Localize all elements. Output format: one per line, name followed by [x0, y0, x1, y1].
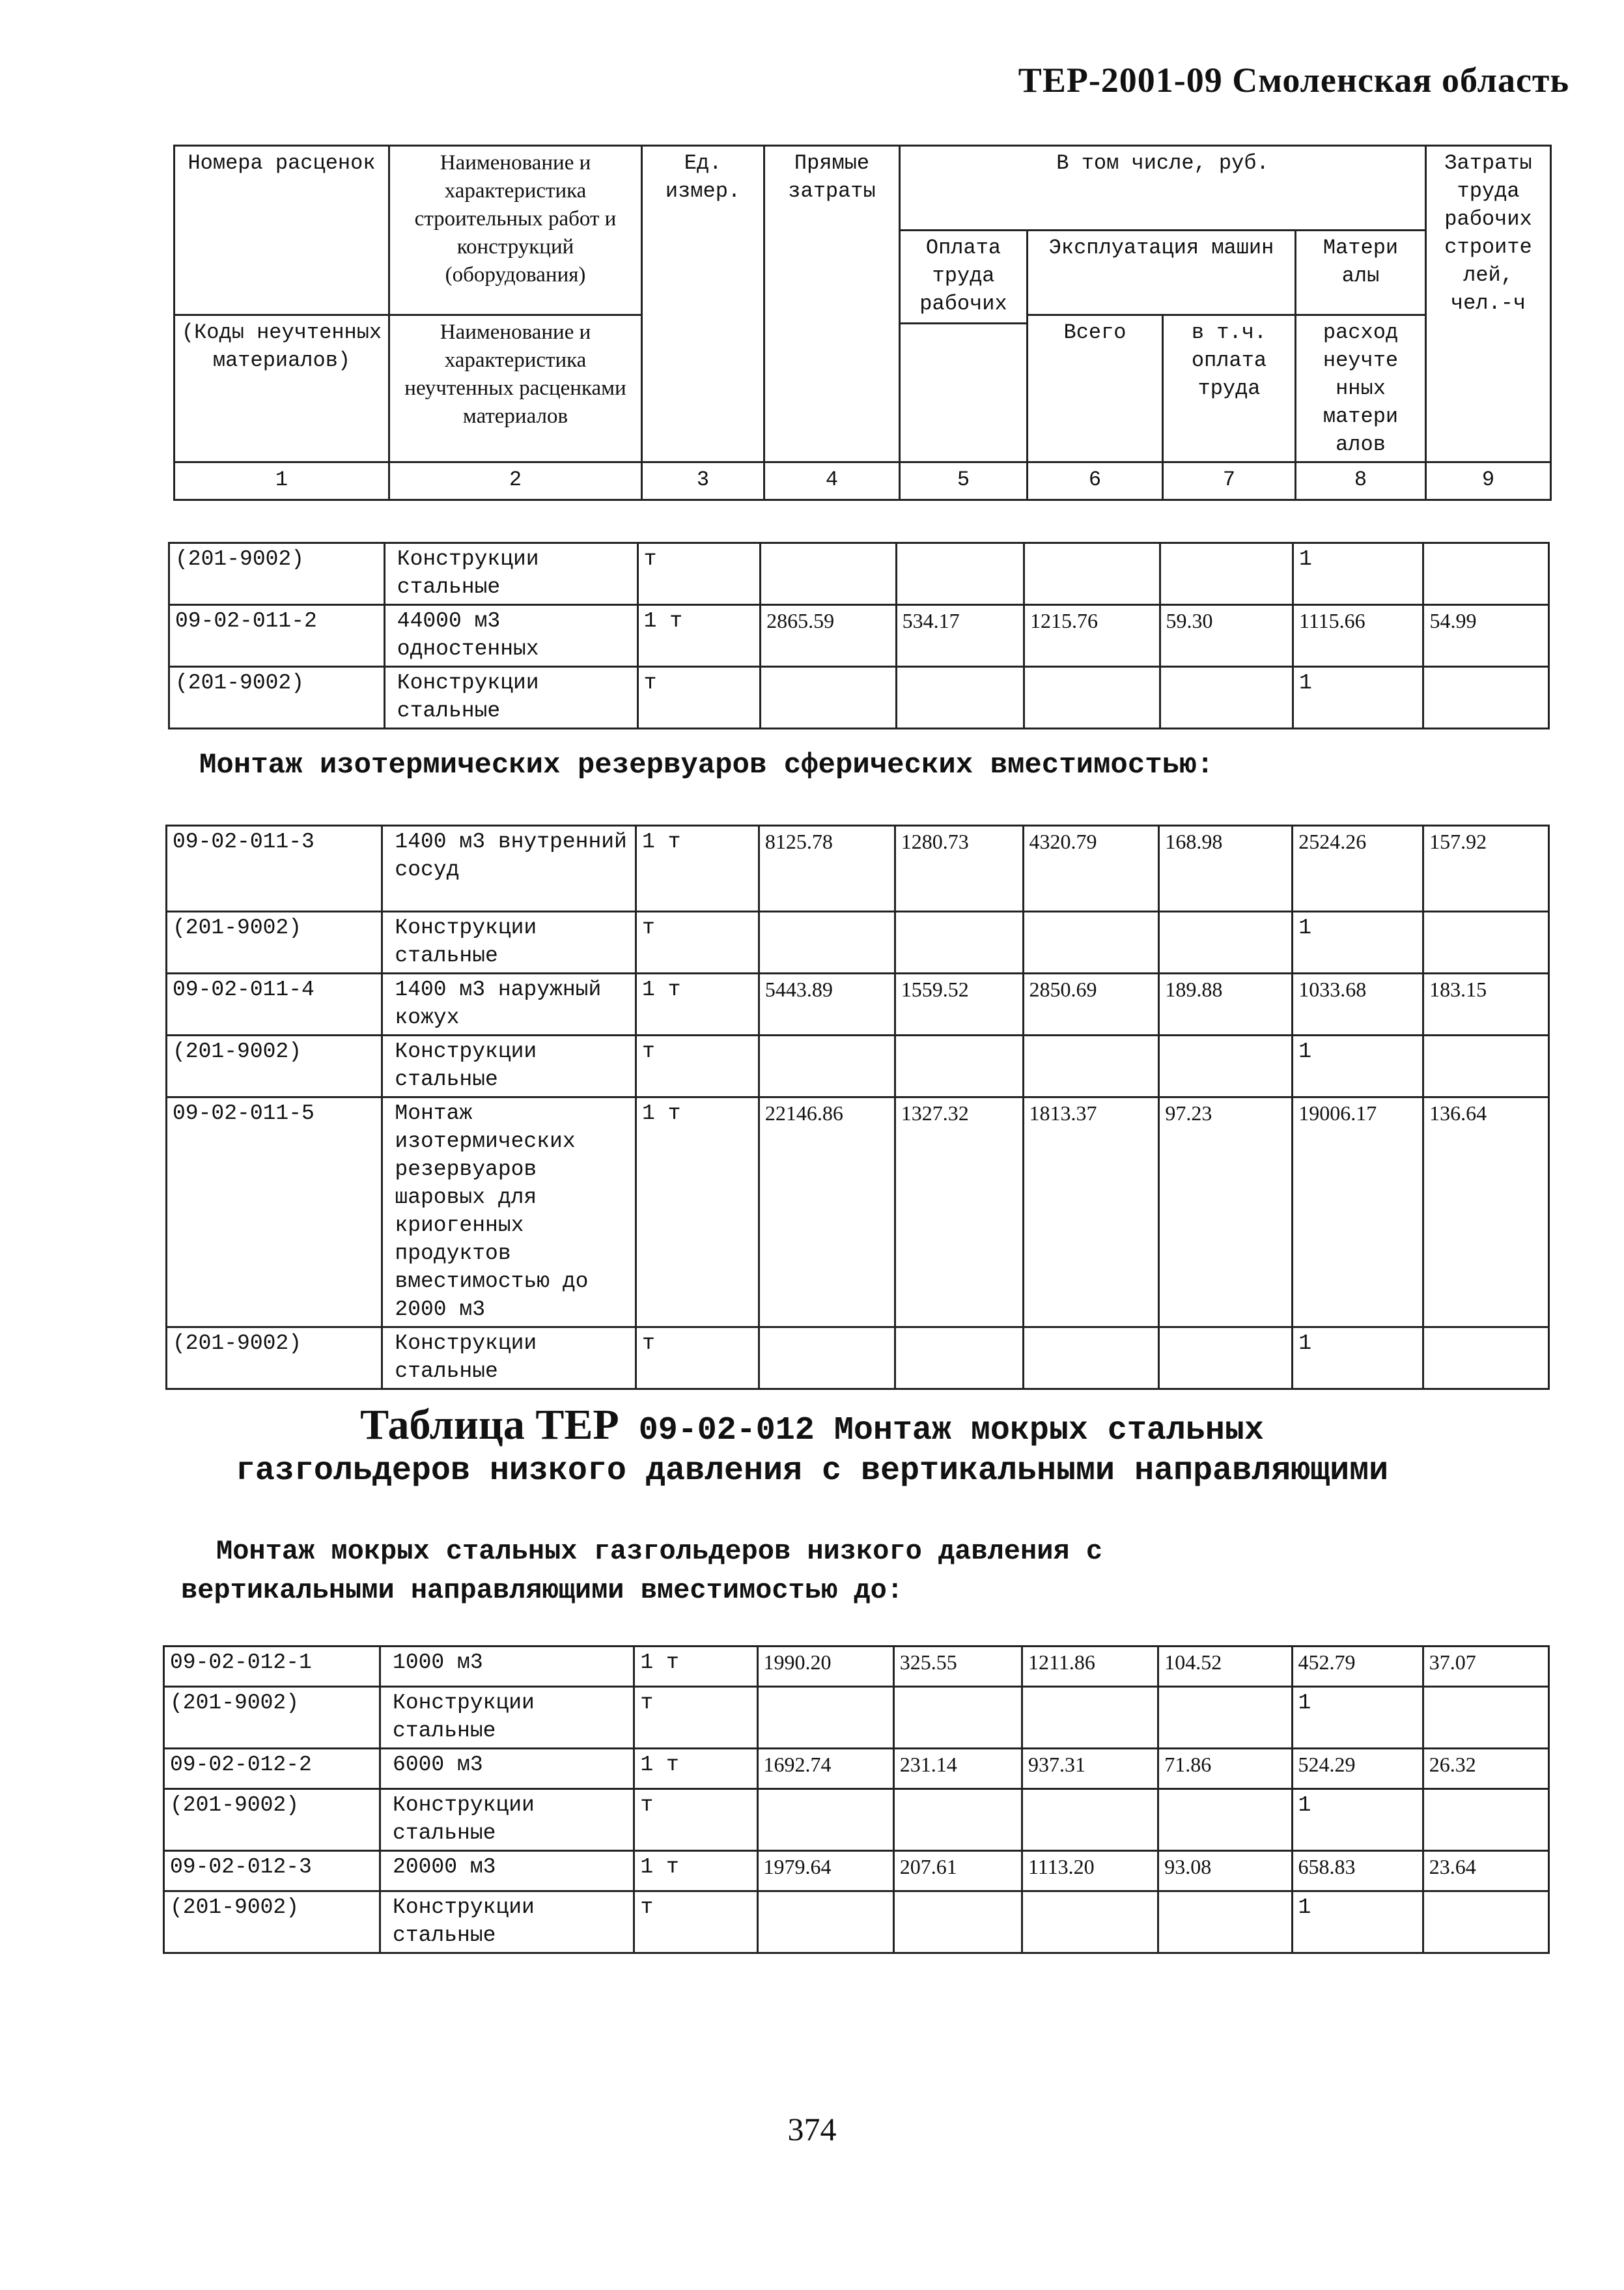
table-row	[169, 543, 1549, 605]
col-num-4: 4	[764, 462, 900, 500]
table-row	[167, 1036, 1549, 1097]
col-num-1: 1	[175, 462, 389, 500]
col-num-6: 6	[1028, 462, 1163, 500]
table-cell-col-9: 37.07	[1423, 1647, 1548, 1687]
table-cell-col-1: 09-02-011-5	[167, 1097, 382, 1327]
table-cell-col-6: 1113.20	[1022, 1851, 1158, 1891]
table-cell-col-7: 97.23	[1159, 1097, 1293, 1327]
col-num-3: 3	[642, 462, 764, 500]
table-cell-col-1: (201-9002)	[167, 912, 382, 974]
table-cell-col-4: 1990.20	[757, 1647, 893, 1687]
table-cell-col-7	[1158, 1687, 1292, 1749]
table-cell-col-3: 1 т	[634, 1851, 757, 1891]
table-cell-col-7: 59.30	[1160, 605, 1293, 667]
table-cell-col-9: 183.15	[1423, 974, 1549, 1036]
table-row	[167, 1097, 1549, 1327]
table-cell-col-9	[1423, 667, 1549, 729]
table-cell-col-4: 2865.59	[761, 605, 896, 667]
page-header-title: ТЕР-2001-09 Смоленская область	[1018, 61, 1569, 100]
table-cell-col-6	[1023, 1036, 1159, 1097]
table-cell-col-9	[1423, 1891, 1548, 1953]
col-header-wages: Оплата труда рабочих	[900, 231, 1028, 324]
table-cell-col-1: (201-9002)	[169, 667, 385, 729]
col-header-incl-wages: в т.ч. оплата труда	[1163, 315, 1296, 462]
col-header-group: В том числе, руб.	[900, 146, 1426, 231]
table-cell-col-8: 524.29	[1292, 1749, 1423, 1789]
table-cell-col-9: 23.64	[1423, 1851, 1548, 1891]
table-row	[164, 1891, 1549, 1953]
col-header-exploitation: Эксплуатация машин	[1028, 231, 1296, 315]
col-header-name-bottom: Наименование и характеристика неучтенных расценками материалов	[389, 315, 642, 462]
table-title	[0, 1400, 1624, 1490]
col-num-5: 5	[900, 462, 1028, 500]
table-header	[173, 145, 1552, 501]
table-cell-col-2: Конструкции стальные	[380, 1891, 634, 1953]
table-cell-col-5: 534.17	[896, 605, 1024, 667]
table-cell-col-3: т	[634, 1687, 757, 1749]
table-cell-col-8: 19006.17	[1293, 1097, 1423, 1327]
table-cell-col-9	[1423, 543, 1549, 605]
table-cell-col-8: 658.83	[1292, 1851, 1423, 1891]
table-cell-col-1: 09-02-011-3	[167, 826, 382, 912]
table-cell-col-7: 189.88	[1159, 974, 1293, 1036]
table-cell-col-6	[1024, 667, 1160, 729]
table-cell-col-3: т	[637, 667, 760, 729]
table-row	[169, 605, 1549, 667]
table-cell-col-2: 1400 м3 наружный кожух	[382, 974, 636, 1036]
table-row	[164, 1851, 1549, 1891]
table-cell-col-8: 452.79	[1292, 1647, 1423, 1687]
table-title-line2: газгольдеров низкого давления с вертикальными направляющими	[235, 1452, 1389, 1490]
table-row	[164, 1789, 1549, 1851]
table-cell-col-6	[1024, 543, 1160, 605]
table-cell-col-4	[757, 1891, 893, 1953]
table-cell-col-4	[757, 1789, 893, 1851]
table-title-line1: Таблица ТЕР 09-02-012 Монтаж мокрых стальных	[360, 1401, 1264, 1449]
table-cell-col-2: Конструкции стальные	[380, 1687, 634, 1749]
table-cell-col-4: 22146.86	[759, 1097, 895, 1327]
table-cell-col-8: 1	[1293, 543, 1423, 605]
table-cell-col-7	[1160, 667, 1293, 729]
table-cell-col-6	[1022, 1891, 1158, 1953]
col-num-2: 2	[389, 462, 642, 500]
table-cell-col-7	[1158, 1891, 1292, 1953]
table-cell-col-1: 09-02-012-2	[164, 1749, 380, 1789]
table-cell-col-1: (201-9002)	[164, 1891, 380, 1953]
table-cell-col-6: 937.31	[1022, 1749, 1158, 1789]
table-cell-col-3: 1 т	[637, 605, 760, 667]
table-row	[169, 667, 1549, 729]
section-title-spherical: Монтаж изотермических резервуаров сферических вместимостью:	[199, 749, 1214, 782]
table-cell-col-8: 1	[1293, 912, 1423, 974]
table-row	[164, 1749, 1549, 1789]
table-cell-col-5: 1327.32	[895, 1097, 1023, 1327]
table-cell-col-5: 1559.52	[895, 974, 1023, 1036]
table-cell-col-4	[759, 1327, 895, 1389]
table-cell-col-1: 09-02-011-4	[167, 974, 382, 1036]
table-cell-col-3: 1 т	[636, 1097, 759, 1327]
table-cell-col-9	[1423, 1036, 1549, 1097]
table-cell-col-6: 2850.69	[1023, 974, 1159, 1036]
table-cell-col-2: 1000 м3	[380, 1647, 634, 1687]
table-cell-col-2: Конструкции стальные	[384, 667, 637, 729]
table-cell-col-4	[761, 543, 896, 605]
table-cell-col-1: (201-9002)	[167, 1036, 382, 1097]
col-header-codes-bottom: (Коды неучтенных материалов)	[175, 315, 389, 462]
table-cell-col-8: 1115.66	[1293, 605, 1423, 667]
table-cell-col-8: 1	[1293, 1036, 1423, 1097]
table-cell-col-5	[896, 543, 1024, 605]
table-cell-col-5	[895, 912, 1023, 974]
table-cell-col-2: Конструкции стальные	[382, 912, 636, 974]
table-cell-col-1: (201-9002)	[164, 1687, 380, 1749]
table-cell-col-9	[1423, 1687, 1548, 1749]
table-cell-col-7: 168.98	[1159, 826, 1293, 912]
table-cell-col-6	[1023, 912, 1159, 974]
table-row	[167, 974, 1549, 1036]
table-cell-col-5: 207.61	[893, 1851, 1022, 1891]
table-cell-col-6	[1022, 1789, 1158, 1851]
table-row	[164, 1647, 1549, 1687]
table-cell-col-4	[759, 912, 895, 974]
table-cell-col-9: 157.92	[1423, 826, 1549, 912]
table-cell-col-1: 09-02-012-3	[164, 1851, 380, 1891]
table-cell-col-7: 104.52	[1158, 1647, 1292, 1687]
page-number: 374	[787, 2111, 837, 2147]
table-cell-col-5: 325.55	[893, 1647, 1022, 1687]
table-cell-col-7: 93.08	[1158, 1851, 1292, 1891]
table-cell-col-9	[1423, 912, 1549, 974]
table-cell-col-8: 1	[1292, 1687, 1423, 1749]
table-cell-col-6: 4320.79	[1023, 826, 1159, 912]
table-cell-col-8: 1	[1292, 1891, 1423, 1953]
table-cell-col-8: 1	[1292, 1789, 1423, 1851]
table-cell-col-2: Конструкции стальные	[382, 1036, 636, 1097]
table-cell-col-9: 136.64	[1423, 1097, 1549, 1327]
table-cell-col-1: (201-9002)	[169, 543, 385, 605]
table-cell-col-4	[757, 1687, 893, 1749]
table-cell-col-2: Конструкции стальные	[382, 1327, 636, 1389]
col-header-labor: Затраты труда рабочих строите лей, чел.-ч	[1426, 146, 1551, 462]
table-cell-col-4: 1979.64	[757, 1851, 893, 1891]
col-header-total: Всего	[1028, 315, 1163, 462]
rates-table-3	[163, 1645, 1550, 1954]
table-cell-col-2: 6000 м3	[380, 1749, 634, 1789]
table-cell-col-7	[1159, 1036, 1293, 1097]
table-cell-col-9	[1423, 1327, 1549, 1389]
table-cell-col-6: 1215.76	[1024, 605, 1160, 667]
table-cell-col-2: Монтаж изотермических резервуаров шаровых для криогенных продуктов вместимостью до 2000 м3	[382, 1097, 636, 1327]
table-cell-col-1: 09-02-011-2	[169, 605, 385, 667]
table-cell-col-3: т	[634, 1789, 757, 1851]
table-cell-col-9	[1423, 1789, 1548, 1851]
table-row	[167, 912, 1549, 974]
col-num-8: 8	[1296, 462, 1426, 500]
table-cell-col-1: (201-9002)	[167, 1327, 382, 1389]
table-cell-col-6	[1023, 1327, 1159, 1389]
col-header-materials-bottom: расход неучте нных матери алов	[1296, 315, 1426, 462]
table-cell-col-1: (201-9002)	[164, 1789, 380, 1851]
table-cell-col-3: 1 т	[634, 1647, 757, 1687]
table-cell-col-3: 1 т	[636, 826, 759, 912]
table-cell-col-4: 1692.74	[757, 1749, 893, 1789]
col-header-direct-costs: Прямые затраты	[764, 146, 900, 462]
table-cell-col-6: 1211.86	[1022, 1647, 1158, 1687]
table-cell-col-4: 8125.78	[759, 826, 895, 912]
table-cell-col-5	[895, 1327, 1023, 1389]
col-header-codes: Номера расценок	[175, 146, 389, 315]
table-cell-col-8: 1033.68	[1293, 974, 1423, 1036]
table-cell-col-7	[1159, 912, 1293, 974]
table-cell-col-7: 71.86	[1158, 1749, 1292, 1789]
rates-table-2	[165, 825, 1550, 1390]
table-cell-col-2: Конструкции стальные	[384, 543, 637, 605]
section-title-gasholders: Монтаж мокрых стальных газгольдеров низкого давления с вертикальными направляющими вместимостью до:	[181, 1536, 1103, 1606]
col-header-unit: Ед. измер.	[642, 146, 764, 462]
table-row	[164, 1687, 1549, 1749]
table-cell-col-5	[893, 1789, 1022, 1851]
table-cell-col-5	[896, 667, 1024, 729]
table-cell-col-6: 1813.37	[1023, 1097, 1159, 1327]
table-cell-col-4: 5443.89	[759, 974, 895, 1036]
table-cell-col-8: 2524.26	[1293, 826, 1423, 912]
col-num-9: 9	[1426, 462, 1551, 500]
table-cell-col-2: 1400 м3 внутренний сосуд	[382, 826, 636, 912]
table-cell-col-8: 1	[1293, 1327, 1423, 1389]
table-cell-col-9: 54.99	[1423, 605, 1549, 667]
table-cell-col-1: 09-02-012-1	[164, 1647, 380, 1687]
table-cell-col-6	[1022, 1687, 1158, 1749]
table-cell-col-2: 44000 м3 одностенных	[384, 605, 637, 667]
rates-table-1	[168, 542, 1550, 729]
table-row	[167, 826, 1549, 912]
table-cell-col-5	[895, 1036, 1023, 1097]
table-cell-col-7	[1159, 1327, 1293, 1389]
table-cell-col-5: 1280.73	[895, 826, 1023, 912]
table-cell-col-3: 1 т	[636, 974, 759, 1036]
table-cell-col-8: 1	[1293, 667, 1423, 729]
table-cell-col-5	[893, 1891, 1022, 1953]
table-cell-col-3: т	[636, 912, 759, 974]
table-cell-col-4	[761, 667, 896, 729]
table-row	[167, 1327, 1549, 1389]
col-header-materials: Матери алы	[1296, 231, 1426, 315]
col-num-7: 7	[1163, 462, 1296, 500]
table-cell-col-3: 1 т	[634, 1749, 757, 1789]
table-cell-col-7	[1160, 543, 1293, 605]
table-cell-col-3: т	[634, 1891, 757, 1953]
table-cell-col-9: 26.32	[1423, 1749, 1548, 1789]
col-header-name: Наименование и характеристика строительных работ и конструкций (оборудования)	[389, 146, 642, 315]
table-cell-col-5: 231.14	[893, 1749, 1022, 1789]
table-cell-col-7	[1158, 1789, 1292, 1851]
table-cell-col-2: 20000 м3	[380, 1851, 634, 1891]
table-cell-col-3: т	[637, 543, 760, 605]
table-cell-col-2: Конструкции стальные	[380, 1789, 634, 1851]
table-cell-col-3: т	[636, 1327, 759, 1389]
table-cell-col-5	[893, 1687, 1022, 1749]
table-cell-col-3: т	[636, 1036, 759, 1097]
table-cell-col-4	[759, 1036, 895, 1097]
